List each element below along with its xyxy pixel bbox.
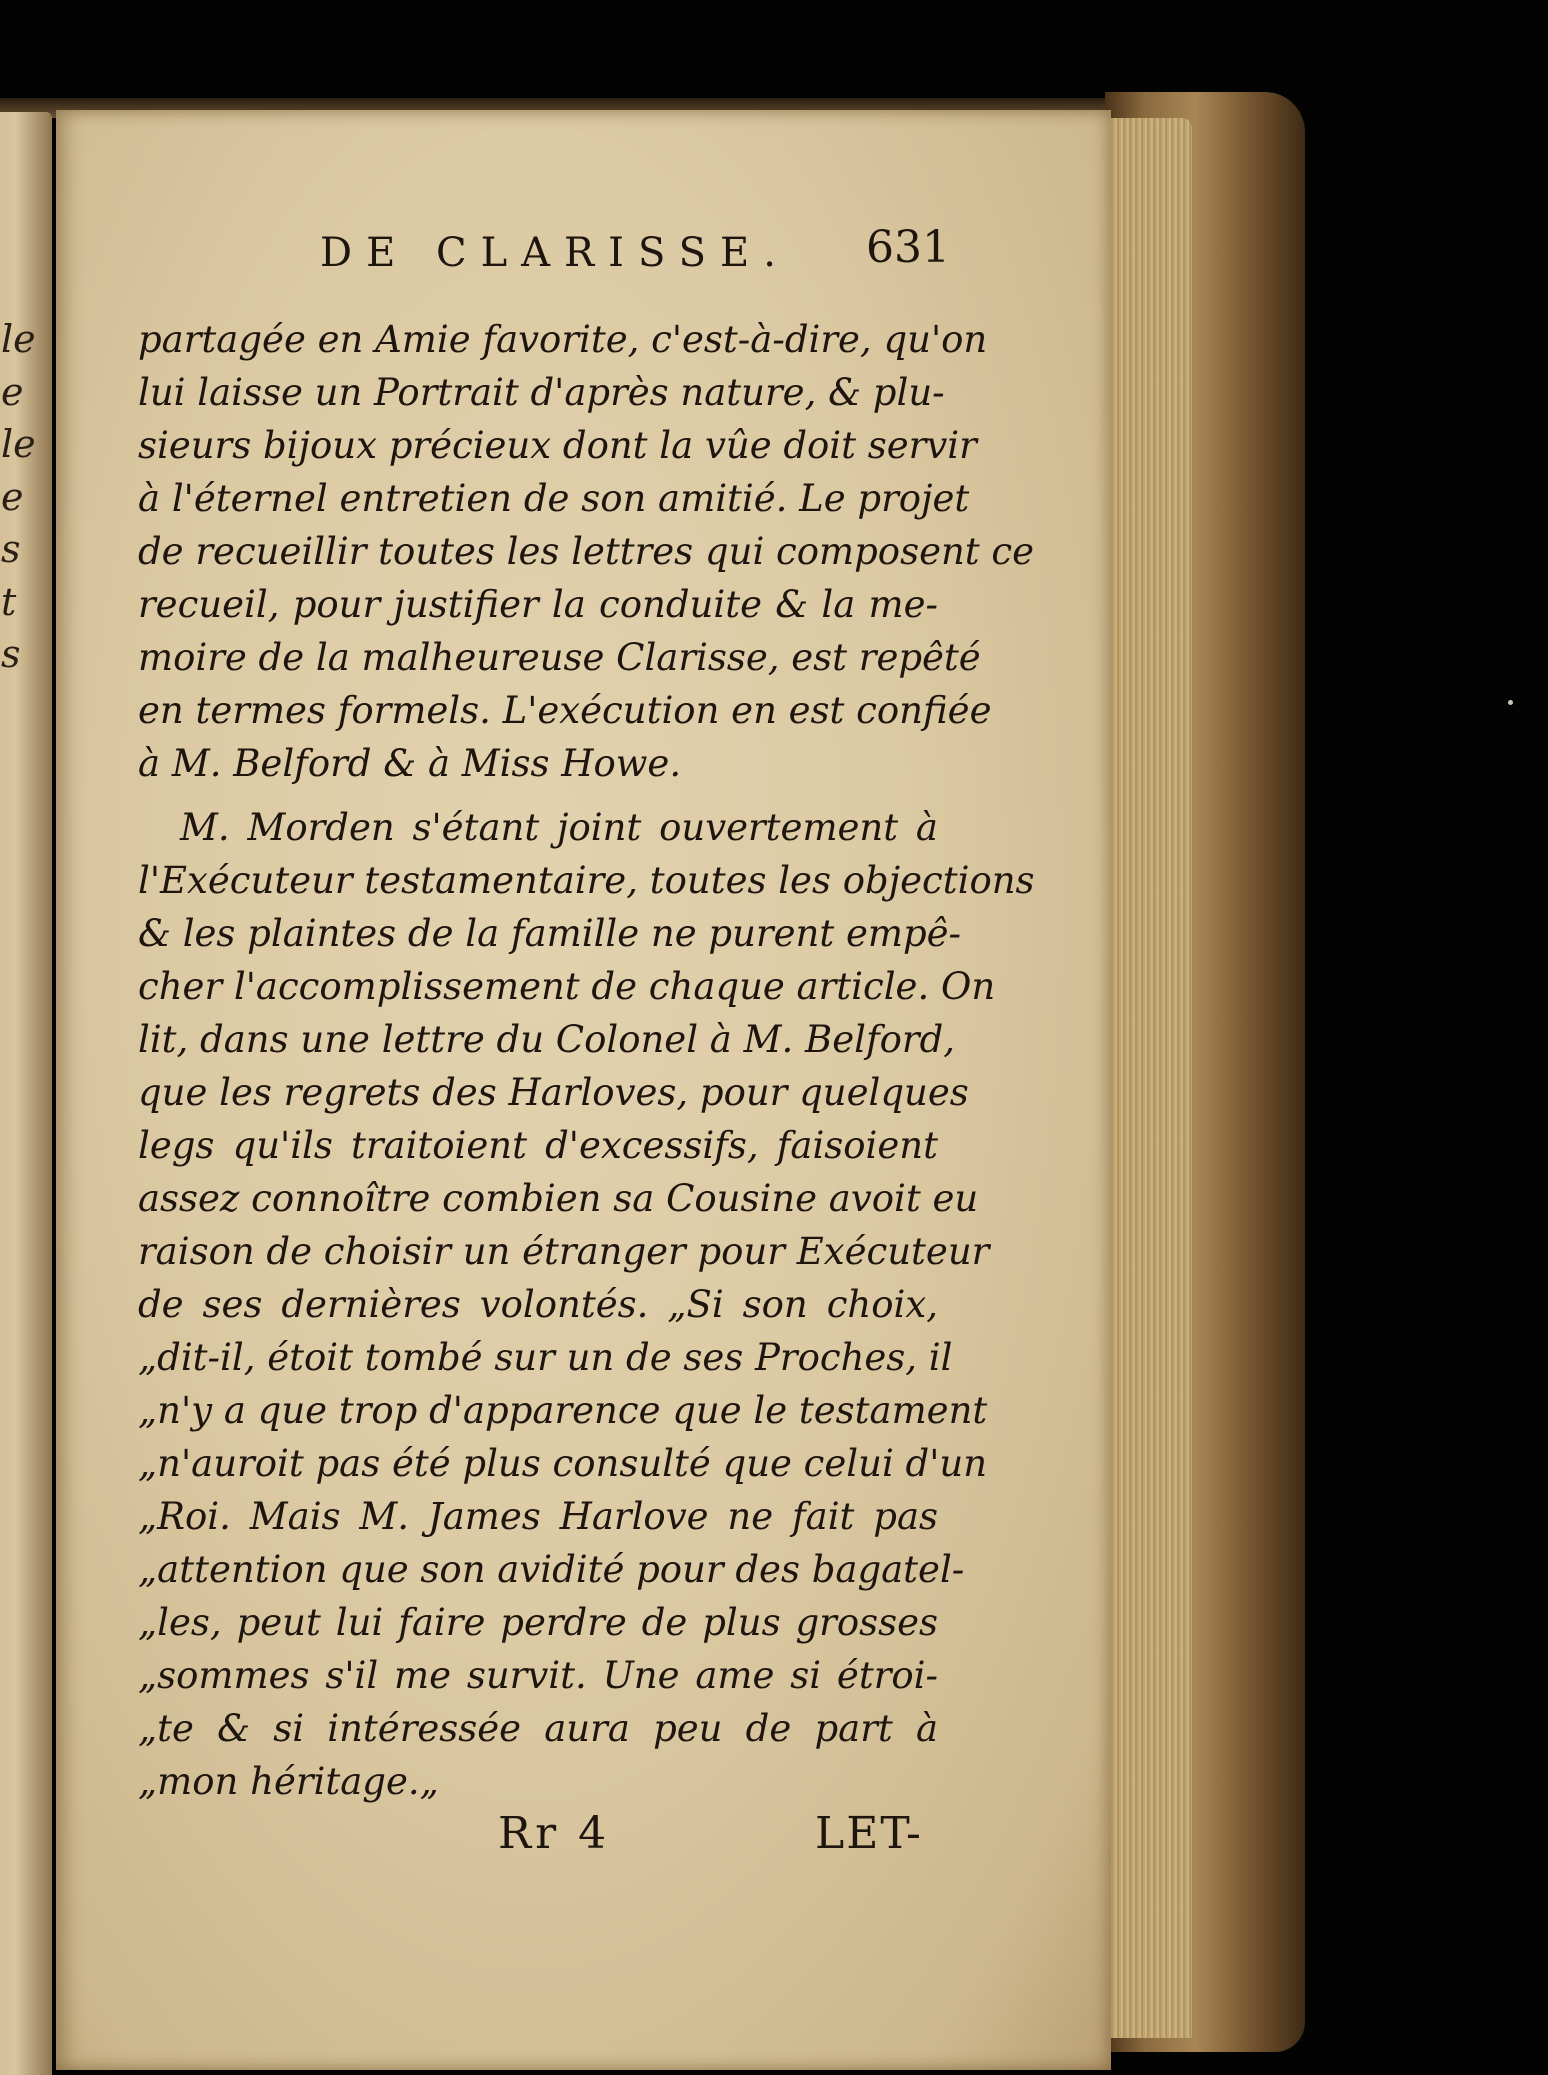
text-line: „te & si intéressée aura peu de part à bbox=[138, 1707, 938, 1750]
text-line: „n'y a que trop d'apparence que le testament bbox=[138, 1389, 988, 1432]
text-line: partagée en Amie favorite, c'est-à-dire, qu'on bbox=[138, 318, 988, 361]
text-line: recueil, pour justifier la conduite & la me- bbox=[138, 583, 938, 626]
text-line: „les, peut lui faire perdre de plus grosses bbox=[138, 1601, 938, 1644]
text-line: de recueillir toutes les lettres qui composent ce bbox=[138, 530, 1035, 573]
left-page-fragment: e bbox=[1, 475, 24, 519]
dust-speck bbox=[1508, 700, 1513, 705]
left-page-fragment: le bbox=[1, 317, 36, 361]
text-line: „attention que son avidité pour des bagatel- bbox=[138, 1548, 965, 1591]
text-line: à l'éternel entretien de son amitié. Le projet bbox=[138, 477, 970, 520]
page-number: 631 bbox=[866, 222, 950, 273]
text-line: en termes formels. L'exécution en est confiée bbox=[138, 689, 992, 732]
previous-page-sliver bbox=[0, 112, 52, 2075]
left-page-fragment: s bbox=[1, 632, 21, 676]
text-line: cher l'accomplissement de chaque article. On bbox=[138, 965, 996, 1008]
left-page-fragment: e bbox=[1, 370, 24, 414]
paragraph bbox=[138, 313, 1035, 790]
text-line: l'Exécuteur testamentaire, toutes les objections bbox=[138, 859, 1035, 902]
text-line: à M. Belford & à Miss Howe. bbox=[138, 742, 682, 785]
text-line: lit, dans une lettre du Colonel à M. Belford, bbox=[138, 1018, 956, 1061]
text-line: raison de choisir un étranger pour Exécuteur bbox=[138, 1230, 990, 1273]
text-line: de ses dernières volontés. „Si son choix, bbox=[138, 1283, 938, 1326]
page-block-edges bbox=[1108, 118, 1192, 2038]
running-head: DE CLARISSE. bbox=[320, 230, 790, 276]
text-line: „dit-il, étoit tombé sur un de ses Proches, il bbox=[138, 1336, 953, 1379]
text-line: & les plaintes de la famille ne purent empê- bbox=[138, 912, 962, 955]
text-line: „sommes s'il me survit. Une ame si étroi- bbox=[138, 1654, 938, 1697]
text-line: assez connoître combien sa Cousine avoit eu bbox=[138, 1177, 979, 1220]
text-line: „n'auroit pas été plus consulté que celui d'un bbox=[138, 1442, 988, 1485]
left-page-fragment: t bbox=[1, 580, 17, 624]
text-line: „mon héritage.„ bbox=[138, 1760, 439, 1803]
left-page-fragment: s bbox=[1, 527, 21, 571]
text-line: M. Morden s'étant joint ouvertement à bbox=[180, 806, 938, 849]
paragraph bbox=[138, 801, 1035, 1808]
text-line: moire de la malheureuse Clarisse, est repêté bbox=[138, 636, 981, 679]
signature-mark: Rr 4 bbox=[498, 1808, 611, 1859]
text-line: „Roi. Mais M. James Harlove ne fait pas bbox=[138, 1495, 938, 1538]
text-line: sieurs bijoux précieux dont la vûe doit servir bbox=[138, 424, 977, 467]
text-line: lui laisse un Portrait d'après nature, & plu- bbox=[138, 371, 945, 414]
catchword: LET- bbox=[815, 1808, 923, 1859]
text-line: legs qu'ils traitoient d'excessifs, faisoient bbox=[138, 1124, 938, 1167]
text-line: que les regrets des Harloves, pour quelques bbox=[138, 1071, 969, 1114]
left-page-fragment: le bbox=[1, 422, 36, 466]
